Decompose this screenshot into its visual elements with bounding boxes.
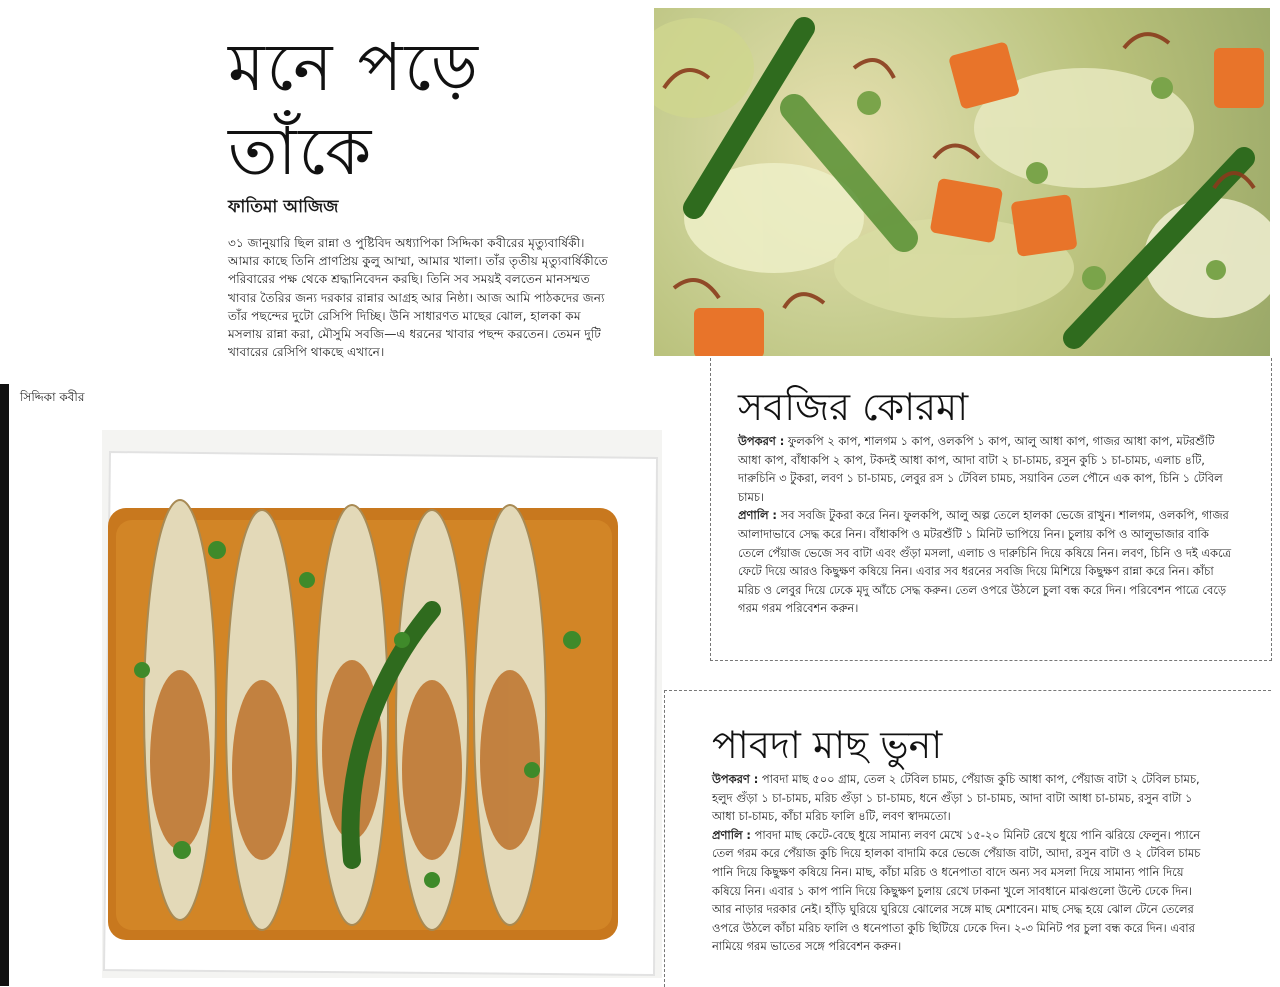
pabda-fish-photo — [102, 430, 662, 978]
pabda-fish-illustration — [102, 430, 662, 978]
recipe-body-pabda — [712, 770, 1212, 956]
method-text: সব সবজি টুকরা করে নিন। ফুলকপি, আলু অল্প তেলে হালকা ভেজে রাখুন। শালগম, ওলকপি, গাজর আলাদাভাবে সেদ্ধ করে নিন। বাঁধাকপি ও মটরশুঁটি ১ মিনিট ভাপিয়ে নিন। চুলায় কপি ও আলুভাজার বাকি তেলে পেঁয়াজ ভেজে সব বাটা এবং গুঁড়া মসলা, এলাচ ও দারুচিনি দিয়ে কষিয়ে নিন। লবণ, চিনি ও দই একত্রে ফেটে দিয়ে আরও কিছুক্ষণ কষিয়ে নিন। এবার সব ধরনের সবজি দিয়ে মিশিয়ে কিছুক্ষণ রান্না করে নিন। কাঁচা মরিচ ও লেবুর দিয়ে ঢেকে মৃদু আঁচে সেদ্ধ করুন। তেল ওপরে উঠলে চুলা বন্ধ করে দিন। পরিবেশন পাত্রে বেড়ে গরম গরম পরিবেশন করুন। — [738, 508, 1231, 616]
page-edge-bar — [0, 384, 9, 986]
recipe-title-korma: সবজির কোরমা — [738, 385, 969, 429]
recipe-body-korma — [738, 432, 1238, 618]
author-byline: ফাতিমা আজিজ — [228, 197, 339, 217]
ingredients-text: পাবদা মাছ ৫০০ গ্রাম, তেল ২ টেবিল চামচ, পেঁয়াজ কুচি আধা কাপ, পেঁয়াজ বাটা ২ টেবিল চামচ, হলুদ গুঁড়া ১ চা-চামচ, মরিচ গুঁড়া ১ চা-চামচ, ধনে গুঁড়া ১ চা-চামচ, আদা বাটা আধা চা-চামচ, রসুন বাটা ১ আধা চা-চামচ, কাঁচা মরিচ ফালি ৪টি, লবণ স্বাদমতো। — [712, 772, 1200, 824]
vegetable-korma-photo — [654, 8, 1270, 356]
ingredients-text: ফুলকপি ২ কাপ, শালগম ১ কাপ, ওলকপি ১ কাপ, আলু আধা কাপ, গাজর আধা কাপ, মটরশুঁটি আধা কাপ, বাঁধাকপি ২ কাপ, টকদই আধা কাপ, আদা বাটা ২ চা-চামচ, রসুন কুচি ১ চা-চামচ, এলাচ ৪টি, দারুচিনি ৩ টুকরা, লবণ ১ চা-চামচ, লেবুর রস ১ টেবিল চামচ, সয়াবিন তেল পৌনে এক কাপ, চিনি ১ টেবিল চামচ। — [738, 434, 1223, 504]
article-title — [228, 26, 628, 194]
method-text: পাবদা মাছ কেটে-বেছে ধুয়ে সামান্য লবণ মেখে ১৫-২০ মিনিট রেখে ধুয়ে পানি ঝরিয়ে ফেলুন। প্যানে তেল গরম করে পেঁয়াজ কুচি দিয়ে হালকা বাদামি করে ভেজে পেঁয়াজ বাটা, আদা, রসুন বাটা ও ২ টেবিল চামচ পানি দিয়ে কিছুক্ষণ কষিয়ে নিন। মাছ, কাঁচা মরিচ ও ধনেপাতা বাদে অন্য সব মসলা দিয়ে সামান্য পানি দিয়ে কষিয়ে নিন। এবার ১ কাপ পানি দিয়ে কিছুক্ষণ চুলায় রেখে ঢাকনা খুলে সাবধানে মাঝগুলো উল্টে ঢেকে দিন। আর নাড়ার দরকার নেই। হাঁড়ি ঘুরিয়ে ঘুরিয়ে ঝোলের সঙ্গে মাছ মেশাবেন। মাছ সেদ্ধ হয়ে ঝোল টেনে তেলের ওপরে উঠলে কাঁচা মরিচ ফালি ও ধনেপাতা কুচি ছিটিয়ে ঢেকে দিন। ২-৩ মিনিট পর চুলা বন্ধ করে দিন। এবার নামিয়ে গরম ভাতের সঙ্গে পরিবেশন করুন। — [712, 827, 1201, 954]
photo-credit: সিদ্দিকা কবীর — [20, 390, 85, 404]
method-label: প্রণালি : — [738, 508, 777, 523]
article-title-line1: মনে পড়ে — [228, 29, 480, 106]
vegetable-korma-illustration — [654, 8, 1270, 356]
method-label: প্রণালি : — [712, 827, 751, 842]
recipe-title-pabda: পাবদা মাছ ভুনা — [712, 723, 943, 767]
article-title-line2: তাঁকে — [228, 113, 374, 190]
article-intro: ৩১ জানুয়ারি ছিল রান্না ও পুষ্টিবিদ অধ্যাপিকা সিদ্দিকা কবীরের মৃত্যুবার্ষিকী। আমার কাছে তিনি প্রাণপ্রিয় কুলু আম্মা, আমার খালা। তাঁর তৃতীয় মৃত্যুবার্ষিকীতে পরিবারের পক্ষ থেকে শ্রদ্ধানিবেদন করছি। তিনি সব সময়ই বলতেন মানসম্মত খাবার তৈরির জন্য দরকার রান্নার আগ্রহ আর নিষ্ঠা। আজ আমি পাঠকদের জন্য তাঁর পছন্দের দুটো রেসিপি দিচ্ছি। উনি সাধারণত মাছের ঝোল, হালকা কম মসলায় রান্না করা, মৌসুমি সবজি—এ ধরনের খাবার পছন্দ করতেন। তেমন দুটি খাবারের রেসিপি থাকছে এখানে। — [228, 236, 608, 360]
ingredients-label: উপকরণ : — [738, 434, 785, 448]
ingredients-label: উপকরণ : — [712, 772, 759, 786]
